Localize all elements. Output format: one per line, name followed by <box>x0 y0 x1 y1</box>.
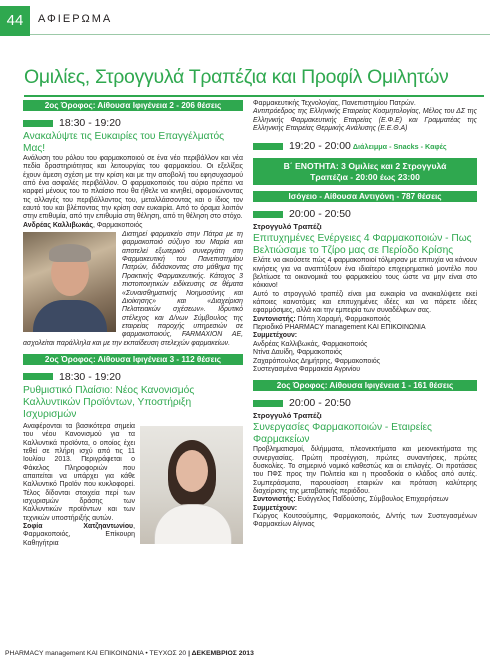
session-kicker: Στρογγυλό Τραπέζι <box>253 411 322 421</box>
session-abstract <box>23 423 243 523</box>
time-text: 20:00 - 20:50 <box>289 208 351 221</box>
unit-banner <box>253 158 477 185</box>
session-time <box>23 117 243 129</box>
speaker-bio: Αντιπρόεδρος της Ελληνικής Εταιρείας Κοσμητολογίας, Μέλος του ΔΣ της Ελληνικής Φαρμακευτικής Εταιρείας (Ε.Φ.Ε) και Γραμματέας της Ελληνικής Εταιρείας Θερμικής Ανάλυσης (Ε.Ε.Θ.Α) <box>253 108 477 133</box>
speaker-name: Σοφία Χατζηαντωνίου <box>23 523 134 531</box>
page-footer <box>5 650 254 657</box>
title-divider <box>24 95 484 97</box>
session-title: Ρυθμιστικό Πλαίσιο: Νέος Κανονισμός Καλλυντικών Προϊόντων, Υποστήριξη Ισχυρισμών <box>23 384 195 420</box>
session-abstract: Αυτό το στρογγυλό τραπέζι είναι μια ευκαιρία να ανακαλύψετε εκεί κάποιες καινοτόμες και επιτυχημένες ιδέες και να πάρετε ιδέες εφαρμόσιμες, αλλά και την εμπειρία των συναδέλφων σας. <box>253 290 477 315</box>
speaker-photo <box>23 232 116 332</box>
time-marker <box>23 120 53 127</box>
session-kicker: Στρογγυλό Τραπέζι <box>253 222 322 232</box>
unit-title: Β΄ ΕΝΟΤΗΤΑ: 3 Ομιλίες και 2 Στρογγυλά <box>283 161 447 172</box>
speaker-role: , Φαρμακοποιός, Επίκουρη Καθηγήτρια <box>23 523 135 547</box>
participants-label: Συμμετέχουν: <box>253 332 298 340</box>
coordinator-org: Περιοδικό PHARMACY management ΚΑΙ ΕΠΙΚΟΙΝΩΝΙΑ <box>253 324 426 332</box>
speaker-line <box>23 222 243 230</box>
time-text: 18:30 - 19:20 <box>59 117 121 129</box>
session-abstract: Ελάτε να ακούσετε πώς 4 φαρμακοποιοί τόλμησαν με επιτυχία να κάνουν κινήσεις για να αναπτύξουν ένα ιδιαίτερο επιχειρηματικό μοντέλο που βελτίωσε τα οικονομικά του φαρμακείου τους ώστε να μην είναι στο κόκκινο! <box>253 257 477 290</box>
footer-issue: ΤΕΥΧΟΣ 20 <box>149 650 187 657</box>
participants-label: Συμμετέχουν: <box>253 504 298 512</box>
participant: Ντίνα Δαυίδη, Φαρμακοποιός <box>253 349 343 357</box>
coordinator-line <box>253 496 477 504</box>
session-time <box>253 397 477 409</box>
coordinator-line <box>253 316 477 324</box>
break-row <box>253 140 477 152</box>
speaker-bio <box>23 231 243 348</box>
session-title: Συνεργασίες Φαρμακοποιών - Εταιρείες Φαρμακείων <box>253 422 432 446</box>
room-band: Ισόγειο - Αίθουσα Αντιγόνη - 787 θέσεις <box>253 191 477 202</box>
time-marker <box>253 143 283 150</box>
participant: Ζαχαρόπουλος Δημήτρης, Φαρμακοποιός <box>253 357 381 365</box>
speaker-role-continued: Φαρμακευτικής Τεχνολογίας, Πανεπιστημίου Πατρών. <box>253 100 416 107</box>
left-column <box>23 100 243 548</box>
top-divider <box>30 34 490 35</box>
footer-separator: • <box>143 650 150 657</box>
time-text: 19:20 - 20:00 <box>289 140 351 153</box>
session-title: Επιτυχημένες Ενέργειες 4 Φαρμακοποιών - Πως Βελτιώσαμε το Τζίρο μας σε Περίοδο Κρίσης <box>253 233 472 257</box>
section-label: ΑΦΙΕΡΩΜΑ <box>38 13 113 25</box>
session-abstract: Ανάλυση του ρόλου του φαρμακοποιού σε ένα νέο περιβάλλον και νέα πεδία δραστηριότητας και λειτουργίας του φαρμακείου. Οι εξελίξεις έχουν άμεση σχέση με την κρίση και με την αποβολή του εφησυχασμού από ένα ασφαλές περιβάλλον. Ο φαρμακοποιός του αύριο πρέπει να καρφεί μένους του το πλαίσιο που θα ήθελε να κινηθεί, αφομοιώνοντας τις αλλαγές του περιβάλλοντος του, μεταλλάσσοντας και ο ίδιος τον εαυτό του και βλέποντας την κρίση σαν ευκαιρία. Από το όραμα λοιπόν στην επιθυμία, από την επιθυμία στη θέληση, από τη θέληση στο στόχο. <box>23 155 243 221</box>
time-marker <box>253 400 283 407</box>
page-number: 44 <box>0 6 30 36</box>
coordinator-label: Συντονιστής: <box>253 315 296 323</box>
session-time <box>23 371 243 383</box>
right-column <box>253 100 477 530</box>
coordinator-name: Πόπη Χαραμή, Φαρμακοποιός <box>295 315 391 323</box>
break-label: Διάλειμμα - Snacks - Καφές <box>352 141 447 151</box>
footer-brand: PHARMACY management ΚΑΙ ΕΠΙΚΟΙΝΩΝΙΑ <box>5 650 144 657</box>
unit-time: Τραπέζια - 20:00 έως 23:00 <box>310 171 420 182</box>
time-marker <box>253 211 283 218</box>
speaker-photo <box>140 426 243 544</box>
room-band: 2ος Όροφος: Αίθουσα Ιφιγένεια 2 - 206 θέσεις <box>23 100 243 111</box>
coordinator-name: Ευάγγελος Παΐδούσης, Σύμβουλος Επιχειρήσεων <box>295 496 449 504</box>
footer-date: | ΔΕΚΕΜΒΡΙΟΣ 2013 <box>186 650 254 657</box>
speaker-bio-text: Διατηρεί φαρμακείο στην Πάτρα με τη φαρμακοποιό σύζυγο του Μαρία και αποτελεί εξωτερικό συνεργάτη στη Φαρμακευτική του Πανεπιστημίου Πατρών, διδάσκοντας στο μάθημα της Πρακτικής Φαρμακευτικής. Κάτοχος 3 πιστοποιητικών ειδίκευσης σε θέματα «Συναισθηματικής Νοημοσύνης και Διοίκησης» και «Διαχείριση Πελατειακών σχέσεων». Ιδρυτικό στέλεχος και Δ/νων Σύμβουλος της εταιρείας παροχής υπηρεσιών σε φαρμακοποιούς, FARMAXION AE, ασχολείται παράλληλα και με την εκπαίδευση στελεχών φαρμακείων. <box>23 231 243 347</box>
speaker-name: Ανδρέας Καλλιβωκάς <box>23 221 93 229</box>
participant: Συστεγασμένα Φαρμακεία Αγρινίου <box>253 365 361 373</box>
session-abstract-text: Αναφέρονται τα βασικότερα σημεία του νέου Κανονισμού για τα Καλλυντικά προϊόντα, ο οποίος έχει τεθεί σε πλήρη ισχύ από τις 11 Ιουλίου 2013. Περιγράφεται ο Φάκελος Πληροφοριών που απαιτείται να υπάρχει για κάθε Καλλυντικό Προϊόν που κυκλοφορεί. Τέλος δίδονται στοιχεία περί των ισχυρισμών δράσης των Καλλυντικών προϊόντων και των τεχνικών υποστήριξής αυτών. <box>23 422 135 522</box>
coordinator-label: Συντονιστής: <box>253 496 296 504</box>
session-time <box>253 208 477 220</box>
participant: Γιώργος Κουτσούμπης, Φαρμακοποιός, Δ/ντής των Συστεγασμένων Φαρμακείων Αίγινας <box>253 512 477 529</box>
room-band: 2ος Όροφος: Αίθουσα Ιφιγένεια 1 - 161 θέσεις <box>253 380 477 391</box>
speaker-role: , Φαρμακοποιός <box>92 221 143 229</box>
time-text: 18:30 - 19:20 <box>59 370 121 383</box>
session-title: Ανακαλύψτε τις Ευκαιρίες του Επαγγέλματός Μας! <box>23 131 225 154</box>
time-marker <box>23 373 53 380</box>
session-abstract: Προβληματισμοί, διλήμματα, πλεονεκτήματα και μειονεκτήματα της συνεργασίας. Πρώτη προσέγγιση, πρώτες συναντήσεις, πρώτες δυσκολίες. Το σημερινό νομικό καθεστώς και οι επιλογές. Οι προτάσεις του ΠΦΣ προς την Πολιτεία και η προσδοκία ο κλάδος από αυτές. Συμπεράσματα, παρουσίαση εταιριών και πρόταση καλύτερης διαχείρισης της μεταβατικής περιόδου. <box>253 446 477 495</box>
time-text: 20:00 - 20:50 <box>289 397 351 410</box>
participant: Ανδρέας Καλλιβωκάς, Φαρμακοποιός <box>253 340 368 348</box>
room-band: 2ος Όροφος: Αίθουσα Ιφιγένεια 3 - 112 θέσεις <box>23 354 243 365</box>
page-title: Ομιλίες, Στρογγυλά Τραπέζια και Προφίλ Ομιλητών <box>24 66 449 88</box>
